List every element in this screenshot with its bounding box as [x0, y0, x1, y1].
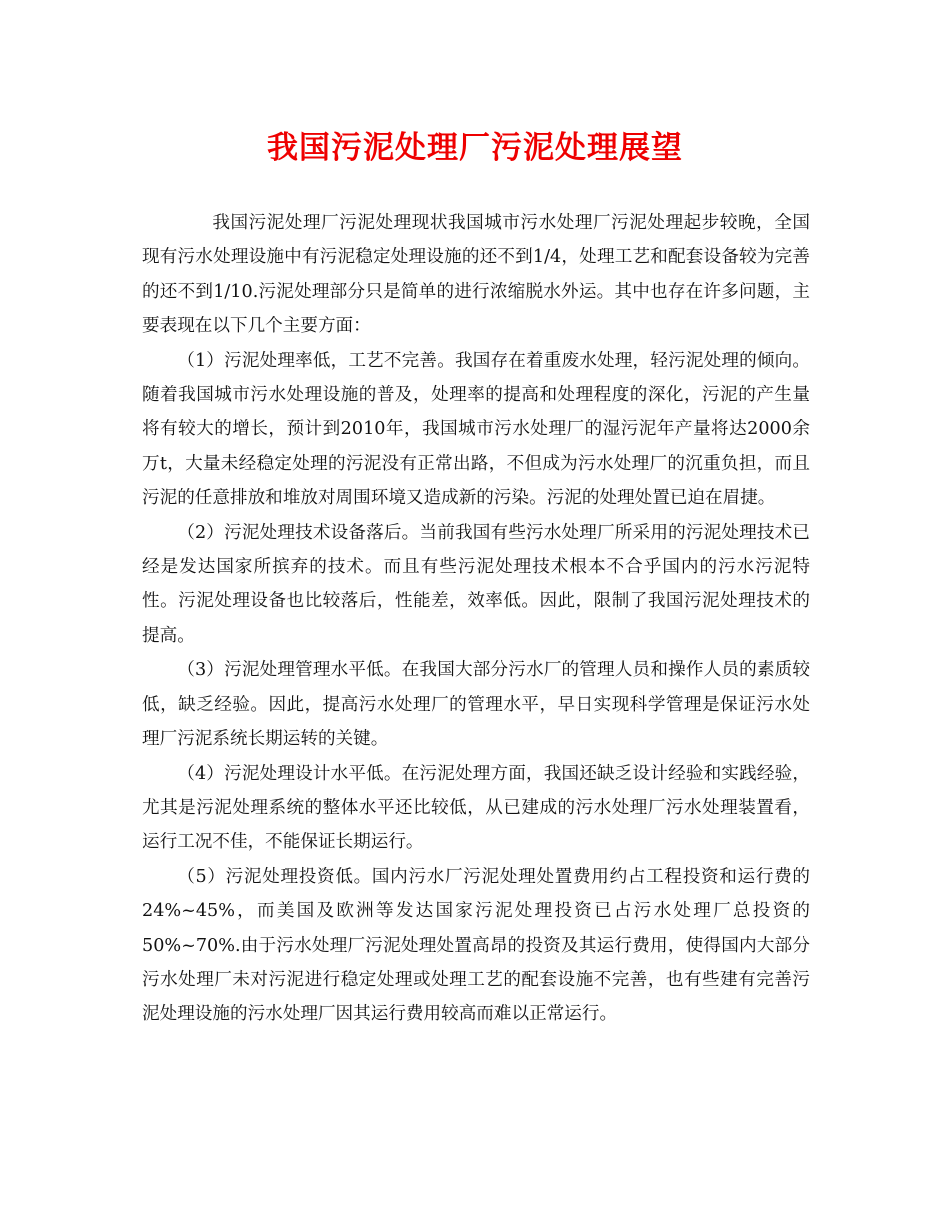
document-body: [142, 206, 810, 1032]
paragraph-point-2: （2）污泥处理技术设备落后。当前我国有些污水处理厂所采用的污泥处理技术已经是发达国家所摈弃的技术。而且有些污泥处理技术根本不合乎国内的污水污泥特性。污泥处理设备也比较落后，性能差，效率低。因此，限制了我国污泥处理技术的提高。: [142, 522, 810, 646]
intro-paragraph: 我国污泥处理厂污泥处理现状我国城市污水处理厂污泥处理起步较晚，全国现有污水处理设施中有污泥稳定处理设施的还不到1/4，处理工艺和配套设备较为完善的还不到1/10.污泥处理部分只是简单的进行浓缩脱水外运。其中也存在许多问题，主要表现在以下几个主要方面：: [142, 213, 810, 337]
paragraph-point-1: （1）污泥处理率低，工艺不完善。我国存在着重废水处理，轻污泥处理的倾向。随着我国城市污水处理设施的普及，处理率的提高和处理程度的深化，污泥的产生量将有较大的增长，预计到2010年，我国城市污水处理厂的湿污泥年产量将达2000余万t，大量未经稳定处理的污泥没有正常出路，不但成为污水处理厂的沉重负担，而且污泥的任意排放和堆放对周围环境又造成新的污染。污泥的处理处置已迫在眉捷。: [142, 350, 810, 509]
page-title: 我国污泥处理厂污泥处理展望: [267, 130, 683, 166]
paragraph-point-5: （5）污泥处理投资低。国内污水厂污泥处理处置费用约占工程投资和运行费的24%~45%，而美国及欧洲等发达国家污泥处理投资已占污水处理厂总投资的50%~70%.由于污水处理厂污泥处理处置高昂的投资及其运行费用，使得国内大部分污水处理厂未对污泥进行稳定处理或处理工艺的配套设施不完善，也有些建有完善污泥处理设施的污水处理厂因其运行费用较高而难以正常运行。: [142, 866, 810, 1025]
paragraph-point-3: （3）污泥处理管理水平低。在我国大部分污水厂的管理人员和操作人员的素质较低，缺乏经验。因此，提高污水处理厂的管理水平，早日实现科学管理是保证污水处理厂污泥系统长期运转的关键。: [142, 660, 810, 750]
paragraph-point-4: （4）污泥处理设计水平低。在污泥处理方面，我国还缺乏设计经验和实践经验，尤其是污泥处理系统的整体水平还比较低，从已建成的污水处理厂污水处理装置看，运行工况不佳，不能保证长期运行。: [142, 763, 810, 853]
